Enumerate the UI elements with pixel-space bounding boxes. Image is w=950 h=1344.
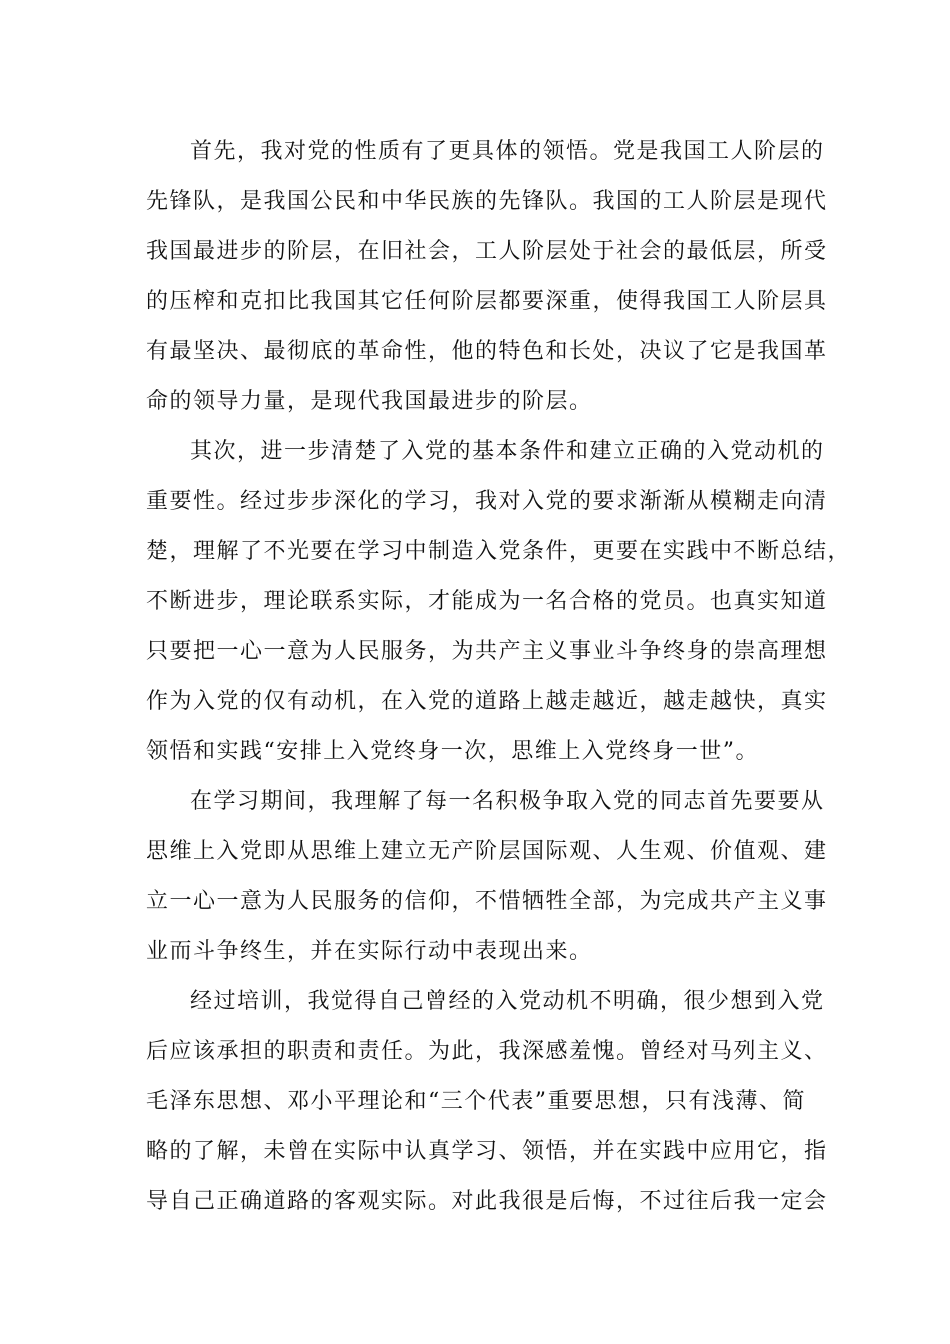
text-line: 楚，理解了不光要在学习中制造入党条件，更要在实践中不断总结， (146, 539, 852, 564)
text-line: 立一心一意为人民服务的信仰，不惜牺牲全部，为完成共产主义事 (146, 889, 828, 914)
text-line: 其次，进一步清楚了入党的基本条件和建立正确的入党动机的 (190, 439, 825, 464)
document-body (146, 127, 852, 1227)
text-line: 首先，我对党的性质有了更具体的领悟。党是我国工人阶层的 (190, 139, 825, 164)
paragraph-membership-motivation (146, 427, 852, 777)
text-line: 业而斗争终生，并在实际行动中表现出来。 (146, 939, 593, 964)
paragraph-study-period (146, 777, 828, 977)
paragraph-party-nature (146, 127, 828, 427)
text-line: 在学习期间，我理解了每一名积极争取入党的同志首先要要从 (190, 789, 825, 814)
text-line: 重要性。经过步步深化的学习，我对入党的要求渐渐从模糊走向清 (146, 489, 828, 514)
text-line: 思维上入党即从思维上建立无产阶层国际观、人生观、价值观、建 (146, 839, 828, 864)
text-line: 毛泽东思想、邓小平理论和“三个代表”重要思想，只有浅薄、简 (146, 1089, 806, 1114)
text-line: 不断进步，理论联系实际，才能成为一名合格的党员。也真实知道 (146, 589, 828, 614)
text-line: 领悟和实践“安排上入党终身一次，思维上入党终身一世”。 (146, 739, 759, 764)
text-line: 略的了解，未曾在实际中认真学习、领悟，并在实践中应用它，指 (146, 1139, 828, 1164)
text-line: 有最坚决、最彻底的革命性，他的特色和长处，决议了它是我国革 (146, 339, 828, 364)
text-line: 导自己正确道路的客观实际。对此我很是后悔，不过往后我一定会 (146, 1189, 828, 1214)
text-line: 作为入党的仅有动机，在入党的道路上越走越近，越走越快，真实 (146, 689, 828, 714)
paragraph-training-reflection (146, 977, 828, 1227)
text-line: 先锋队，是我国公民和中华民族的先锋队。我国的工人阶层是现代 (146, 189, 828, 214)
text-line: 只要把一心一意为人民服务，为共产主义事业斗争终身的崇高理想 (146, 639, 828, 664)
text-line: 命的领导力量，是现代我国最进步的阶层。 (146, 389, 593, 414)
text-line: 我国最进步的阶层，在旧社会，工人阶层处于社会的最低层，所受 (146, 239, 828, 264)
text-line: 后应该承担的职责和责任。为此，我深感羞愧。曾经对马列主义、 (146, 1039, 828, 1064)
text-line: 的压榨和克扣比我国其它任何阶层都要深重，使得我国工人阶层具 (146, 289, 828, 314)
text-line: 经过培训，我觉得自己曾经的入党动机不明确，很少想到入党 (190, 989, 825, 1014)
